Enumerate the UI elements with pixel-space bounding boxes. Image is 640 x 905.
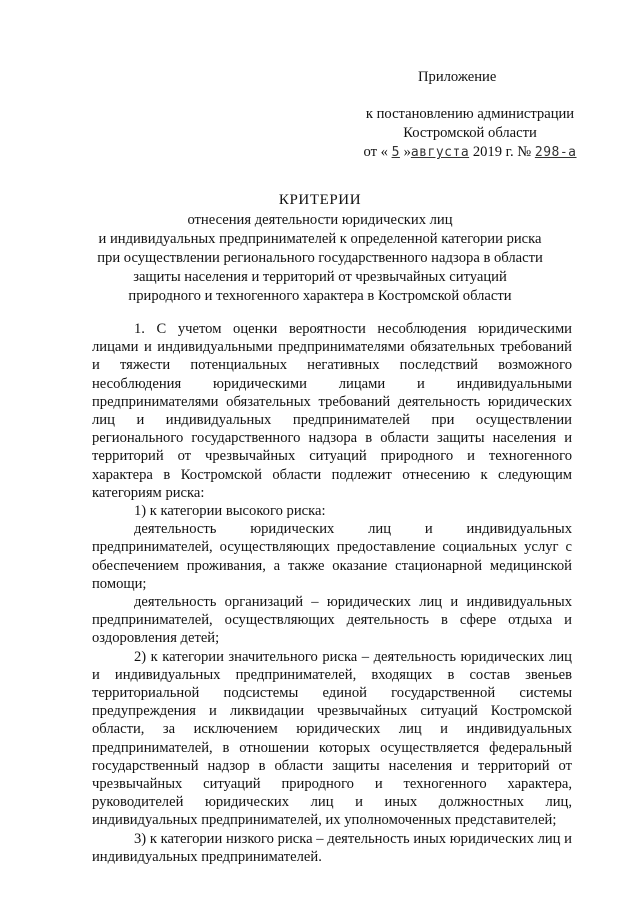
subtitle-line: защиты населения и территорий от чрезвычайных ситуаций	[133, 269, 507, 285]
document-subtitle	[80, 211, 560, 306]
appendix-title: Приложение	[418, 69, 497, 85]
appendix-date-line	[360, 143, 580, 163]
date-day: 5	[391, 145, 400, 160]
paragraph-low-risk: 3) к категории низкого риска – деятельность иных юридических лиц и индивидуальных предпринимателей.	[92, 830, 572, 865]
subtitle-line: природного и техногенного характера в Костромской области	[128, 288, 512, 304]
subtitle-line: при осуществлении регионального государственного надзора в области	[97, 250, 543, 266]
paragraph-intro: 1. С учетом оценки вероятности несоблюдения юридическими лицами и индивидуальными предпринимателями обязательных требований и тяжести потенциальных негативных последствий возможного несоблюдения юридическими лицами и индивидуальными предпринимателями обязательных требований деятельность юридических лиц и индивидуальных предпринимателей при осуществлении регионального государственного надзора в области защиты населения и территорий от чрезвычайных ситуаций природного и техногенного характера в Костромской области подлежит отнесению к следующим категориям риска:	[92, 321, 572, 501]
appendix-line-1: к постановлению администрации	[365, 106, 575, 122]
subtitle-line: и индивидуальных предпринимателей к определенной категории риска	[98, 231, 542, 247]
appendix-block	[360, 68, 580, 160]
date-month-separator: »	[403, 144, 411, 160]
document-title: КРИТЕРИИ	[278, 192, 362, 208]
appendix-line-2: Костромской области	[403, 125, 537, 141]
paragraph-high-risk-item: деятельность организаций – юридических лиц и индивидуальных предпринимателей, осуществляющих деятельность в сфере отдыха и оздоровления детей;	[92, 594, 572, 647]
paragraph-significant-risk: 2) к категории значительного риска – деятельность юридических лиц и индивидуальных предпринимателей, входящих в состав звеньев территориальной подсистемы единой государственной системы предупреждения и ликвидации чрезвычайных ситуаций Костромской области, за исключением юридических лиц и индивидуальных предпринимателей, в отношении которых осуществляется федеральный государственный надзор в области защиты населения и территорий от чрезвычайных ситуаций природного и техногенного характера, руководителей юридических лиц и иных должностных лиц, индивидуальных предпринимателей, их уполномоченных представителей;	[92, 648, 572, 829]
paragraph-high-risk-item: деятельность юридических лиц и индивидуальных предпринимателей, осуществляющих предоставление социальных услуг с обеспечением проживания, а также оказание стационарной медицинской помощи;	[92, 521, 572, 592]
date-month: августа	[410, 145, 470, 160]
date-year: 2019 г. №	[472, 144, 532, 160]
document-body	[92, 320, 572, 866]
date-prefix: от «	[363, 144, 388, 160]
subtitle-line: отнесения деятельности юридических лиц	[187, 212, 453, 228]
document-heading	[80, 192, 560, 209]
paragraph-high-risk-heading: 1) к категории высокого риска:	[134, 503, 326, 520]
document-number: 298-а	[534, 145, 577, 160]
